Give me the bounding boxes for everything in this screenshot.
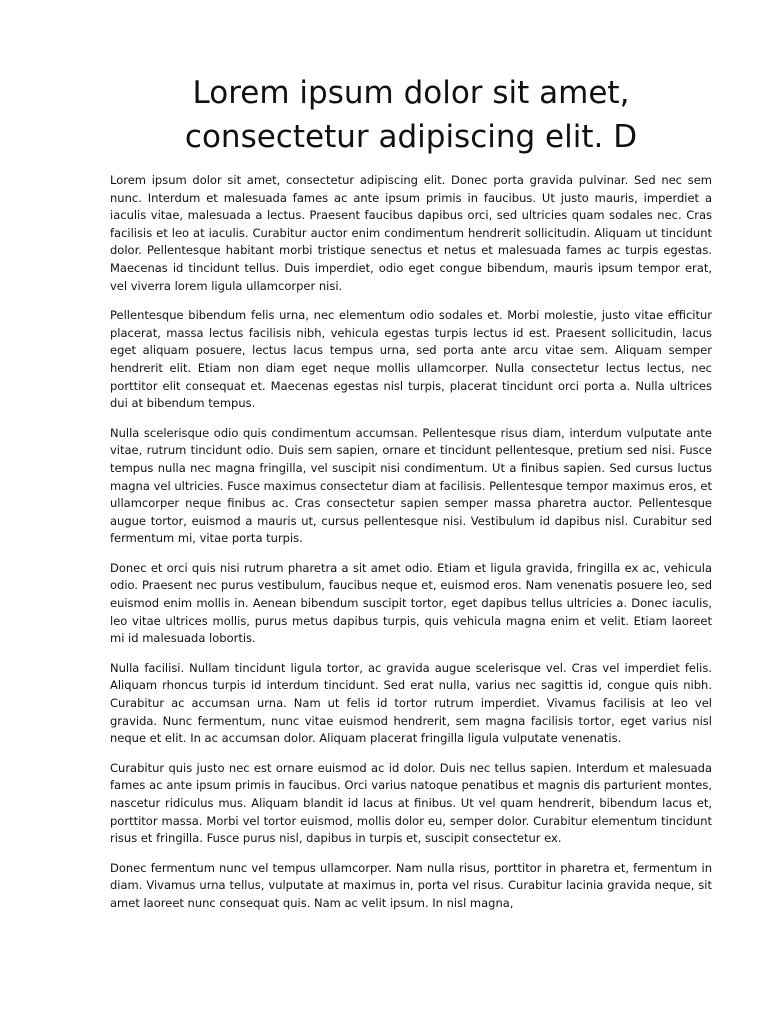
document-body — [110, 172, 712, 913]
title-line-2: consectetur adipiscing elit. D — [184, 119, 638, 155]
paragraph-6: Curabitur quis justo nec est ornare euismod ac id dolor. Duis nec tellus sapien. Interdum et malesuada fames ac ante ipsum primis in faucibus. Orci varius natoque penatibus et magnis dis parturient montes, nascetur ridiculus mus. Aliquam blandit id lacus at finibus. Ut vel quam hendrerit, bibendum lacus et, porttitor massa. Morbi vel tortor euismod, mollis dolor eu, semper dolor. Curabitur elementum tincidunt risus et fringilla. Fusce purus nisl, dapibus in turpis et, suscipit consectetur ex. — [110, 760, 712, 846]
paragraph-1: Lorem ipsum dolor sit amet, consectetur adipiscing elit. Donec porta gravida pulvinar. Sed nec sem nunc. Interdum et malesuada fames ac ante ipsum primis in faucibus. Ut justo mauris, imperdiet a iaculis vitae, malesuada a lectus. Praesent faucibus dapibus orci, sed ultricies quam sodales nec. Cras facilisis et leo at iaculis. Curabitur auctor enim condimentum hendrerit sollicitudin. Aliquam ut tincidunt dolor. Pellentesque habitant morbi tristique senectus et netus et malesuada fames ac turpis egestas. Maecenas id tincidunt tellus. Duis imperdiet, odio eget congue bibendum, mauris ipsum tempor erat, vel viverra lorem ligula ullamcorper nisi. — [110, 173, 712, 293]
paragraph-2: Pellentesque bibendum felis urna, nec elementum odio sodales et. Morbi molestie, justo vitae efficitur placerat, massa lectus facilisis nibh, vehicula egestas turpis lectus id est. Praesent sollicitudin, lacus eget aliquam posuere, lectus lacus tempus urna, sed porta ante arcu vitae sem. Aliquam semper hendrerit elit. Etiam non diam eget neque mollis ullamcorper. Nulla consectetur lectus lectus, nec porttitor elit consequat et. Maecenas egestas nisl turpis, placerat tincidunt orci porta a. Nulla ultrices dui at bibendum tempus. — [110, 308, 712, 411]
title-line-1: Lorem ipsum dolor sit amet, — [192, 75, 630, 111]
paragraph-3: Nulla scelerisque odio quis condimentum accumsan. Pellentesque risus diam, interdum vulputate ante vitae, rutrum tincidunt odio. Duis sem sapien, ornare et tincidunt pellentesque, pretium sed nisi. Fusce tempus nulla nec magna fringilla, vel suscipit nisi condimentum. Ut a finibus sapien. Sed cursus luctus magna vel ultricies. Fusce maximus consectetur diam at facilisis. Pellentesque tempor maximus eros, et ullamcorper neque finibus ac. Cras consectetur sapien semper massa pharetra auctor. Pellentesque augue tortor, euismod a mauris ut, cursus pellentesque nisi. Vestibulum id dapibus nisl. Curabitur sed fermentum mi, vitae porta turpis. — [110, 425, 712, 546]
paragraph-5: Nulla facilisi. Nullam tincidunt ligula tortor, ac gravida augue scelerisque vel. Cras vel imperdiet felis. Aliquam rhoncus turpis id interdum tincidunt. Sed erat nulla, varius nec sagittis id, congue quis nibh. Curabitur ac accumsan urna. Nam ut felis id tortor rutrum imperdiet. Vivamus facilisis at leo vel gravida. Nunc fermentum, nunc vitae euismod hendrerit, sem magna facilisis tortor, eget varius nisl neque et elit. In ac accumsan dolor. Aliquam placerat fringilla ligula vulputate venenatis. — [110, 660, 712, 746]
paragraph-7: Donec fermentum nunc vel tempus ullamcorper. Nam nulla risus, porttitor in pharetra et, fermentum in diam. Vivamus urna tellus, vulputate at maximus in, porta vel risus. Curabitur lacinia gravida neque, sit amet laoreet nunc consequat quis. Nam ac velit ipsum. In nisl magna, — [110, 860, 712, 910]
document-page — [110, 0, 712, 1024]
paragraph-4: Donec et orci quis nisi rutrum pharetra a sit amet odio. Etiam et ligula gravida, fringilla ex ac, vehicula odio. Praesent nec purus vestibulum, faucibus neque et, euismod eros. Nam venenatis posuere leo, sed euismod enim mollis in. Aenean bibendum suscipit tortor, eget dapibus tellus ultricies a. Donec iaculis, leo vitae ultrices mollis, purus metus dapibus turpis, quis vehicula magna enim et velit. Etiam laoreet mi id malesuada lobortis. — [110, 560, 712, 646]
document-title — [110, 71, 712, 159]
